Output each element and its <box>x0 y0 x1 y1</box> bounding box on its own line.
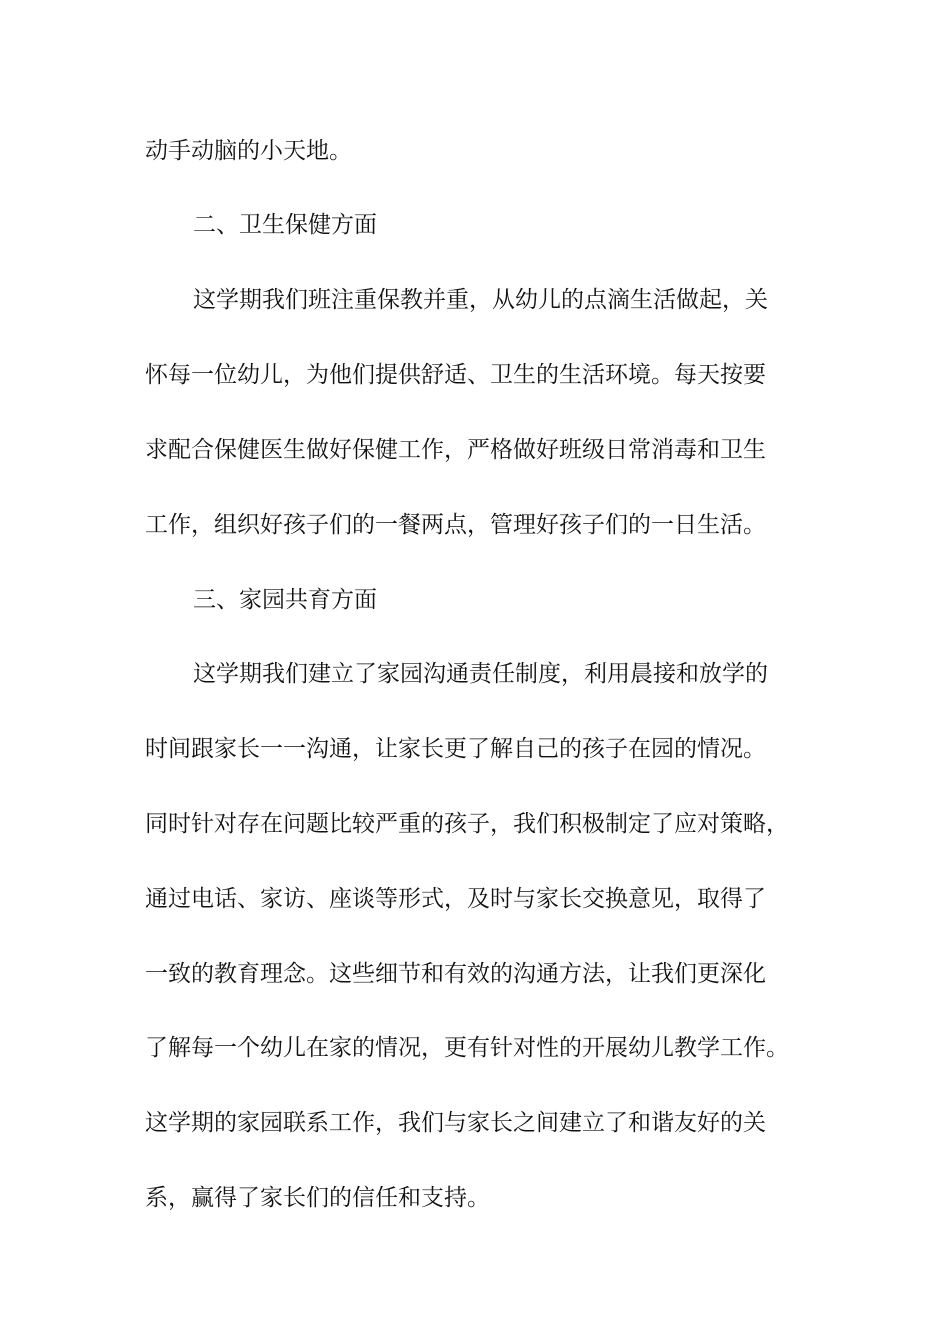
body-text-line: 同时针对存在问题比较严重的孩子，我们积极制定了应对策略， <box>145 811 789 837</box>
body-text-line: 这学期的家园联系工作，我们与家长之间建立了和谐友好的关 <box>145 1110 766 1136</box>
body-text-line: 这学期我们建立了家园沟通责任制度，利用晨接和放学的 <box>193 661 768 687</box>
body-text-line: 工作，组织好孩子们的一餐两点，管理好孩子们的一日生活。 <box>145 512 766 538</box>
body-text-line: 了解每一个幼儿在家的情况，更有针对性的开展幼儿教学工作。 <box>145 1035 789 1061</box>
body-text-line: 一致的教育理念。这些细节和有效的沟通方法，让我们更深化 <box>145 961 766 987</box>
body-text-line: 这学期我们班注重保教并重，从幼儿的点滴生活做起，关 <box>193 287 768 313</box>
body-text-line: 系，赢得了家长们的信任和支持。 <box>145 1185 490 1211</box>
body-text-line: 时间跟家长一一沟通，让家长更了解自己的孩子在园的情况。 <box>145 736 766 762</box>
body-text-line: 怀每一位幼儿，为他们提供舒适、卫生的生活环境。每天按要 <box>145 362 766 388</box>
body-text-line: 求配合保健医生做好保健工作，严格做好班级日常消毒和卫生 <box>145 437 766 463</box>
section-heading-hygiene: 二、卫生保健方面 <box>193 212 377 238</box>
body-text-line: 通过电话、家访、座谈等形式，及时与家长交换意见，取得了 <box>145 886 766 912</box>
section-heading-home-school: 三、家园共育方面 <box>193 587 377 613</box>
body-text-line: 动手动脑的小天地。 <box>145 138 352 164</box>
